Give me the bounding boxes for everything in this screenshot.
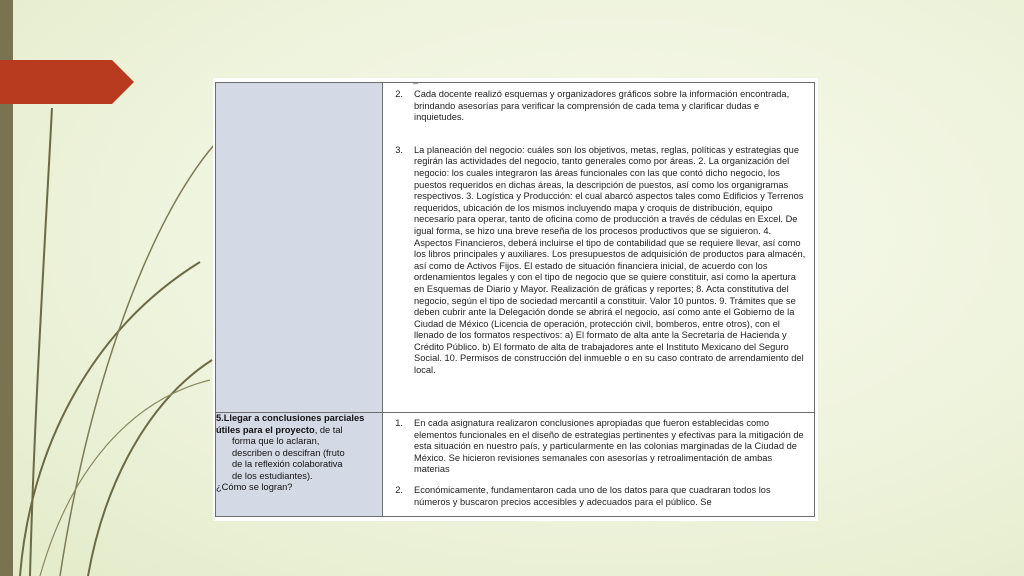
step-title: 5.Llegar a conclusiones parciales útiles para el proyecto (216, 413, 365, 435)
row1-left-cell (216, 83, 383, 413)
content-table (215, 82, 815, 517)
item-number: 2. (395, 89, 403, 99)
item-number: 1. (395, 418, 403, 428)
row2-right-cell (383, 413, 815, 517)
item-text: En cada asignatura realizaron conclusiones apropiadas que fueron establecidas como elementos funcionales en el diseño de estrategias pertinentes y efectivas para la mitigación de esta situación en nuestro país, y particularmente en las colonias marginadas de la Ciudad de México. Se hicieron revisiones semanales con asesorías y retroalimentación de ambas materias (414, 418, 804, 475)
item-number: 2. (395, 484, 403, 495)
list-item (383, 485, 812, 508)
row2-list (383, 418, 812, 508)
step-line: de los estudiantes). (232, 470, 313, 481)
step-title-rest: , de tal (314, 424, 343, 435)
list-item (383, 145, 812, 377)
row2-left-cell (216, 413, 383, 517)
document-page (213, 78, 818, 521)
step-question: ¿Cómo se logran? (216, 482, 293, 492)
table-row (216, 83, 815, 413)
row1-right-cell (383, 83, 815, 413)
step-line: describen o descifran (fruto (232, 447, 345, 458)
list-item (383, 89, 812, 124)
item-text: Económicamente, fundamentaron cada uno de los datos para que cuadraran todos los números y buscaron precios accesibles y adecuados para el público. Se (414, 484, 771, 507)
decorative-swirl-lines (0, 0, 230, 576)
step-line: de la reflexión colaborativa (232, 459, 343, 469)
step-description (216, 413, 382, 494)
item-number: 3. (395, 144, 403, 155)
step-line: forma que lo aclaran, (232, 436, 320, 446)
top-mark: _ (413, 78, 419, 84)
list-item (383, 418, 812, 476)
item-text: Cada docente realizó esquemas y organizadores gráficos sobre la información encontrada, brindando asesorías para verificar la comprensión de cada tema y clarificar dudas e inquietudes. (414, 89, 790, 123)
row1-list (383, 89, 812, 377)
table-row (216, 413, 815, 517)
item-text: La planeación del negocio: cuáles son los objetivos, metas, reglas, políticas y estrategias que regirán las actividades del negocio, tanto generales como por áreas. 2. La organización del negocio: los cuales integraron las áreas funcionales con las que contó dicho negocio, los puestos requeridos en dichas áreas, la descripción de puestos, así como los organigramas respectivos. 3. Logística y Producción: el cual abarcó aspectos tales como Edificios y Terrenos requeridos, ubicación de los mismos incluyendo mapa y croquis de distribución, equipo necesario para operar, tanto de oficina como de producción a través de cédulas en Excel. De igual forma, se hizo una breve reseña de los procesos productivos que se siguieron. 4. Aspectos Financieros, deberá incluirse el tipo de contabilidad que se requiere llevar, así como los libros principales y auxiliares. Los presupuestos de adquisición de productos para almacén, así como de Activos Fijos. El estado de situación financiera inicial, de acuerdo con los ordenamientos legales y con el tipo de negocio que se quiere constituir, así como la apertura en Esquemas de Diario y Mayor. Realización de gráficas y reportes; 8. Acta constitutiva del negocio, según el tipo de sociedad mercantil a constituir. Valor 10 puntos. 9. Trámites que se deben cubrir ante la Delegación donde se abrirá el negocio, así como ante el Gobierno de la Ciudad de México (Licencia de operación, protección civil, bomberos, entre otros), con el llenado de los formatos respectivos: a) El formato de alta ante la Secretaría de Hacienda y Crédito Público. b) El formato de alta de trabajadores ante el Instituto Mexicano del Seguro Social. 10. Permisos de construcción del inmueble o en su caso contrato de arrendamiento del local. (414, 144, 806, 376)
